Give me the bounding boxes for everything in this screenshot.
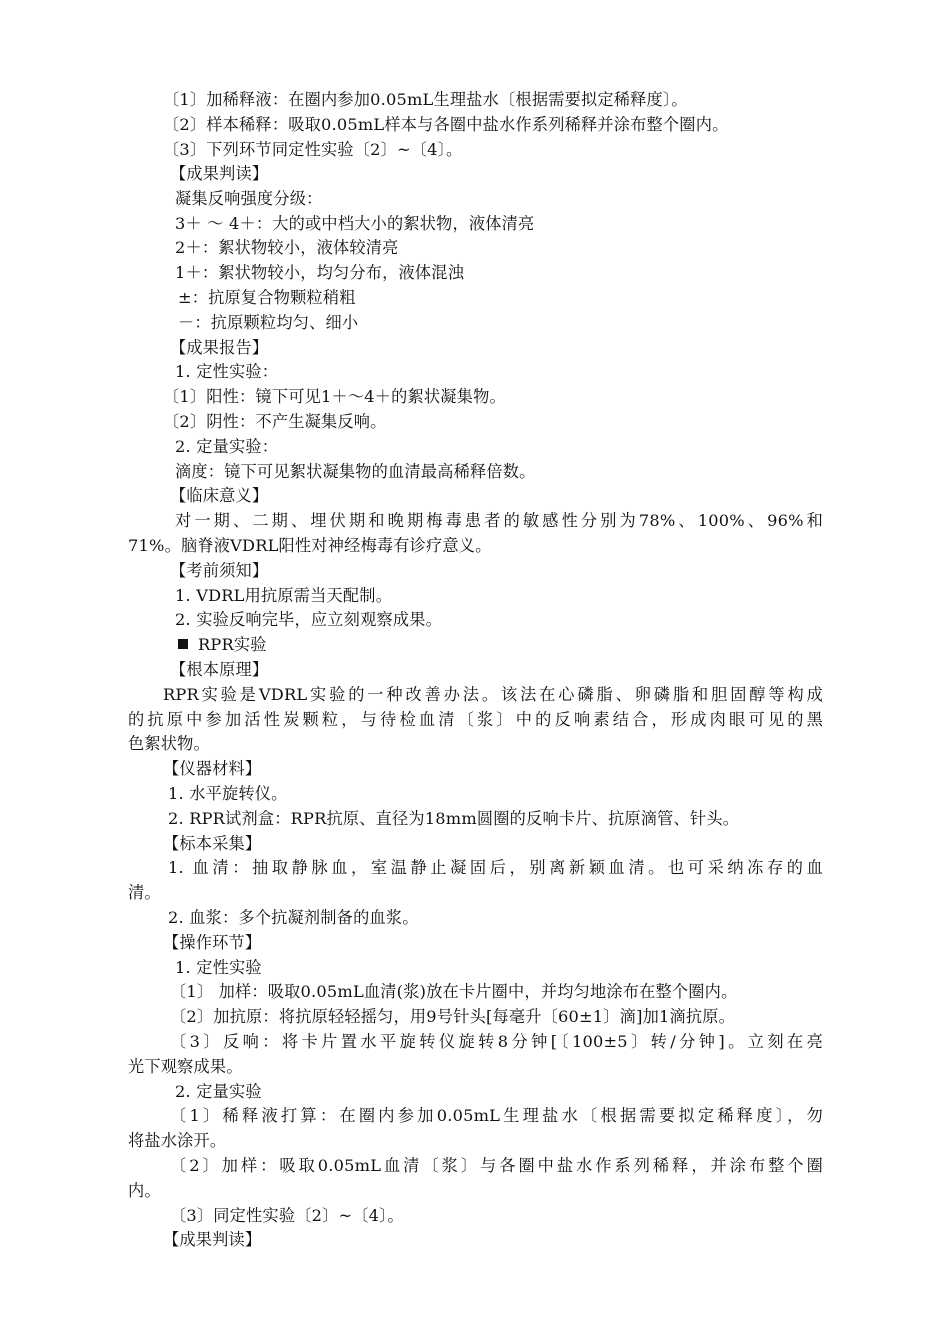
text-line: 将盐水涂开。 [128,1131,227,1150]
text-line: 〔3〕同定性实验〔2〕~〔4〕。 [170,1206,404,1225]
text-line: 71%。脑脊液VDRL阳性对神经梅毒有诊疗意义。 [128,536,492,555]
section-heading: 【成果判读】 [163,1230,262,1249]
text-line: 〔1〕加稀释液：在圈内参加0.05mL生理盐水〔根据需要拟定稀释度〕。 [163,90,688,109]
square-bullet-icon [178,639,188,649]
text-line: 1＋：絮状物较小，均匀分布，液体混浊 [175,263,465,282]
text-line: 〔1〕 加样：吸取0.05mL血清(浆)放在卡片圈中，并均匀地涂布在整个圈内。 [170,982,738,1001]
section-heading: 【仪器材料】 [163,759,262,778]
text-line: 内。 [128,1181,161,1200]
section-heading: 【操作环节】 [163,933,262,952]
text-line: 色絮状物。 [128,734,210,753]
text-line: 〔1〕稀释液打算：在圈内参加0.05mL生理盐水〔根据需要拟定稀释度〕，勿 [170,1106,823,1125]
text-line: 1. VDRL用抗原需当天配制。 [175,586,393,605]
text-line: 〔2〕加抗原：将抗原轻轻摇匀，用9号针头[每毫升〔60±1〕滴]加1滴抗原。 [170,1007,736,1026]
section-heading: 【考前须知】 [170,561,269,580]
section-heading: 【临床意义】 [170,486,269,505]
text-line: 1. 定性实验 [175,958,262,977]
text-line: 2. 定量实验 [175,1082,262,1101]
text-line: 凝集反响强度分级： [175,189,323,208]
text-line: 2. RPR试剂盒：RPR抗原、直径为18mm圆圈的反响卡片、抗原滴管、针头。 [168,809,740,828]
section-heading: 【根本原理】 [170,660,269,679]
text-line: 〔2〕阴性：不产生凝集反响。 [163,412,387,431]
section-heading: 【成果报告】 [170,338,269,357]
text-line: 1. 血清：抽取静脉血，室温静止凝固后，别离新颖血清。也可采纳冻存的血 [168,858,823,877]
text-line: 1. 定性实验： [175,362,279,381]
text-line: 3＋ ～ 4＋：大的或中档大小的絮状物，液体清亮 [175,214,535,233]
text-line: 〔3〕下列环节同定性实验〔2〕~〔4〕。 [163,140,463,159]
text-line: 的抗原中参加活性炭颗粒，与待检血清〔浆〕中的反响素结合，形成肉眼可见的黑 [128,710,823,729]
text-line: －：抗原颗粒均匀、细小 [178,313,359,332]
section-title [178,635,267,655]
text-line: 〔3〕反响：将卡片置水平旋转仪旋转8分钟[〔100±5〕转/分钟]。立刻在亮 [170,1032,823,1051]
text-line: 1. 水平旋转仪。 [168,784,288,803]
text-line: 2. 血浆：多个抗凝剂制备的血浆。 [168,908,419,927]
text-line: 〔2〕样本稀释：吸取0.05mL样本与各圈中盐水作系列稀释并涂布整个圈内。 [163,115,729,134]
text-line: RPR实验是VDRL实验的一种改善办法。该法在心磷脂、卵磷脂和胆固醇等构成 [163,685,823,704]
text-line: 〔2〕加样：吸取0.05mL血清〔浆〕与各圈中盐水作系列稀释，并涂布整个圈 [170,1156,823,1175]
section-heading: 【成果判读】 [170,164,269,183]
text-line: 对一期、二期、埋伏期和晚期梅毒患者的敏感性分别为78%、100%、96%和 [175,511,823,530]
text-line: 清。 [128,883,161,902]
section-title-text: RPR实验 [198,635,267,654]
text-line: 滴度：镜下可见絮状凝集物的血清最高稀释倍数。 [175,462,536,481]
text-line: 〔1〕阳性：镜下可见1＋～4＋的絮状凝集物。 [163,387,506,406]
text-line: 2. 定量实验： [175,437,279,456]
text-line: 光下观察成果。 [128,1057,243,1076]
section-heading: 【标本采集】 [163,834,262,853]
text-line: 2. 实验反响完毕，应立刻观察成果。 [175,610,443,629]
text-line: 2＋：絮状物较小，液体较清亮 [175,238,399,257]
text-line: ±：抗原复合物颗粒稍粗 [178,288,356,307]
